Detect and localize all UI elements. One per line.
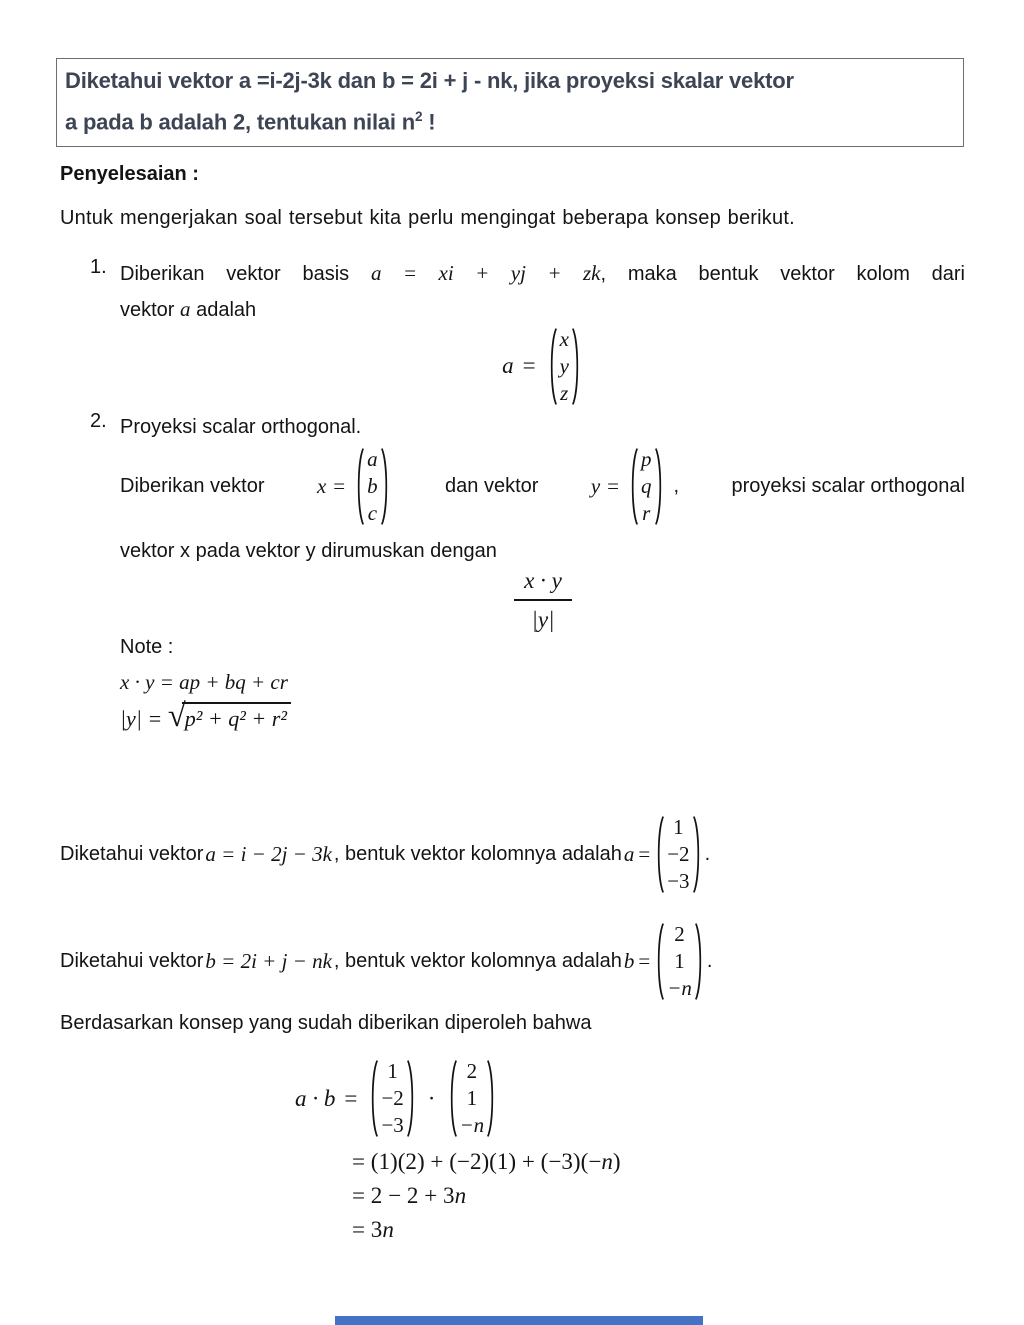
projection-formula — [0, 560, 1024, 640]
equals-sign: = — [607, 473, 620, 498]
given-a-lhs: a — [623, 841, 635, 866]
vector-entries — [667, 814, 689, 895]
fraction — [514, 567, 572, 633]
vector-entry: x — [559, 326, 569, 351]
left-paren-icon — [447, 1059, 458, 1138]
item2-title: Proyeksi scalar orthogonal. — [120, 416, 362, 438]
derivation-step-result — [352, 1216, 394, 1243]
given-b-math: b = 2i + j − nk — [205, 948, 332, 973]
vector-entry: 1 — [674, 948, 685, 973]
square-root — [167, 698, 291, 734]
vector-entry: −3 — [667, 868, 690, 893]
right-paren-icon — [694, 922, 705, 1001]
vector-entry: 1 — [673, 814, 684, 839]
list-number-1: 1. — [90, 256, 107, 278]
left-paren-icon — [368, 1059, 379, 1138]
item1-text3: adalah — [190, 299, 257, 321]
right-paren-icon — [654, 447, 665, 526]
item2-vectors-line — [120, 438, 965, 534]
period: . — [706, 949, 713, 972]
vector-entry: −2 — [667, 841, 690, 866]
left-paren-icon — [628, 447, 639, 526]
step-text: = 2 − 2 + 3 — [352, 1182, 455, 1208]
vector-entries — [460, 1058, 485, 1139]
equals-sign: = — [638, 948, 651, 973]
note-dot-product-formula: x · y = ap + bq + cr — [120, 670, 288, 694]
magnitude-lhs: |y| = — [120, 706, 168, 731]
vector-entry: c — [367, 500, 378, 525]
step-text-close: ) — [612, 1148, 621, 1174]
item1-text: Diberikan vektor basis — [120, 263, 371, 285]
given-b-text: Diketahui vektor — [60, 949, 204, 972]
eq1-lhs: a — [502, 353, 514, 378]
vector-y-definition — [591, 446, 679, 527]
equals-sign: = — [344, 1084, 358, 1111]
problem-line-2-suffix: ! — [422, 109, 436, 135]
vector-entry: 2 — [466, 1058, 478, 1083]
math-n: n — [454, 1182, 467, 1208]
radicand: p² + q² + r² — [182, 702, 291, 732]
given-a-text-mid: , bentuk vektor kolomnya adalah — [333, 842, 622, 865]
math-n: n — [601, 1148, 613, 1174]
vector-entry: 2 — [674, 921, 685, 946]
vector-entries — [367, 446, 378, 527]
item2-text-post: proyeksi scalar orthogonal — [731, 474, 965, 497]
vector-entry: −3 — [381, 1112, 404, 1137]
vector-entry: −n — [459, 1112, 485, 1137]
dot-operator: · — [427, 1084, 436, 1111]
problem-line-1: Diketahui vektor a =i-2j-3k dan b = 2i + j - nk, jika proyeksi skalar vektor — [65, 68, 794, 93]
vector-entries — [641, 446, 652, 527]
right-paren-icon — [692, 815, 703, 894]
left-paren-icon — [354, 447, 365, 526]
bottom-partial-blue-bar — [335, 1316, 703, 1325]
vector-entry: a — [367, 446, 378, 471]
vector-entry: b — [367, 473, 378, 498]
step-text: = 3 — [352, 1216, 383, 1242]
column-vector-xyz — [547, 326, 582, 407]
item1-math-basis: a = xi + yj + zk — [370, 261, 601, 285]
column-vector-pqr — [628, 446, 665, 527]
column-vector-a-values — [368, 1058, 416, 1139]
period: . — [704, 842, 711, 865]
column-vector-definition-equation — [0, 318, 1024, 414]
equals-sign: = — [333, 473, 346, 498]
item1-text2: vektor — [120, 299, 181, 321]
vector-entry: z — [560, 380, 569, 405]
derivation-step-simplify — [352, 1182, 466, 1209]
eq1-equals: = — [522, 353, 536, 378]
column-vector-abc — [354, 446, 391, 527]
vector-entry: y — [559, 353, 569, 378]
vector-entry: 1 — [387, 1058, 398, 1083]
given-b-text-mid: , bentuk vektor kolomnya adalah — [333, 949, 622, 972]
column-vector-b-values — [447, 1058, 498, 1139]
dot-product-equation — [295, 1048, 499, 1148]
note-label: Note : — [120, 636, 174, 658]
note-magnitude-formula — [120, 698, 291, 734]
vector-entry: q — [641, 473, 652, 498]
given-vector-a-line — [60, 802, 710, 906]
item1-math-a: a — [180, 297, 191, 321]
list-number-2: 2. — [90, 410, 107, 432]
vector-entry: p — [641, 446, 652, 471]
vector-entry: 1 — [466, 1085, 478, 1110]
given-vector-b-line — [60, 906, 712, 1016]
given-b-lhs: b — [623, 948, 635, 973]
column-vector-a-values — [654, 814, 702, 895]
item2-line-2: vektor x pada vektor y dirumuskan dengan — [120, 540, 497, 562]
math-n: n — [382, 1216, 394, 1242]
right-paren-icon — [380, 447, 391, 526]
vector-entries — [667, 921, 692, 1002]
intro-text: Untuk mengerjakan soal tersebut kita perlu mengingat beberapa konsep berikut. — [60, 207, 795, 229]
item2-text-pre: Diberikan vektor — [120, 474, 265, 497]
problem-line-2 — [65, 99, 955, 140]
item2-text-mid: dan vektor — [445, 474, 539, 497]
right-paren-icon — [486, 1059, 497, 1138]
vector-x-definition — [317, 446, 393, 527]
fraction-numerator: x · y — [524, 567, 562, 593]
step-text: = (1)(2) + (−2)(1) + (−3)(− — [352, 1148, 602, 1174]
problem-superscript: 2 — [414, 109, 423, 124]
left-paren-icon — [654, 815, 665, 894]
vector-entries — [381, 1058, 403, 1139]
derivation-step-expand — [352, 1148, 621, 1175]
right-paren-icon — [571, 327, 582, 406]
vector-entry: −2 — [381, 1085, 404, 1110]
math-x: x — [316, 473, 327, 498]
given-a-text: Diketahui vektor — [60, 842, 204, 865]
given-a-math: a = i − 2j − 3k — [205, 841, 332, 866]
column-vector-b-values — [654, 921, 705, 1002]
comma: , — [673, 474, 680, 497]
based-on-concept-text: Berdasarkan konsep yang sudah diberikan diperoleh bahwa — [60, 1012, 592, 1034]
vector-entry: −n — [667, 975, 692, 1000]
solution-heading: Penyelesaian : — [60, 163, 199, 185]
left-paren-icon — [547, 327, 558, 406]
vector-entries — [560, 326, 569, 407]
vector-entry: r — [642, 500, 651, 525]
equals-sign: = — [638, 841, 651, 866]
item1-text-mid: , maka bentuk vektor kolom dari — [600, 263, 965, 285]
problem-line-2-text: a pada b adalah 2, tentukan nilai n — [65, 109, 415, 135]
item1-line-1 — [120, 256, 965, 292]
left-paren-icon — [654, 922, 665, 1001]
radical-sign-icon: √ — [167, 698, 186, 734]
problem-statement-box — [56, 58, 964, 147]
math-y: y — [590, 473, 601, 498]
right-paren-icon — [406, 1059, 417, 1138]
fraction-denominator: |y| — [514, 599, 572, 633]
dot-product-lhs: a · b — [295, 1084, 336, 1111]
